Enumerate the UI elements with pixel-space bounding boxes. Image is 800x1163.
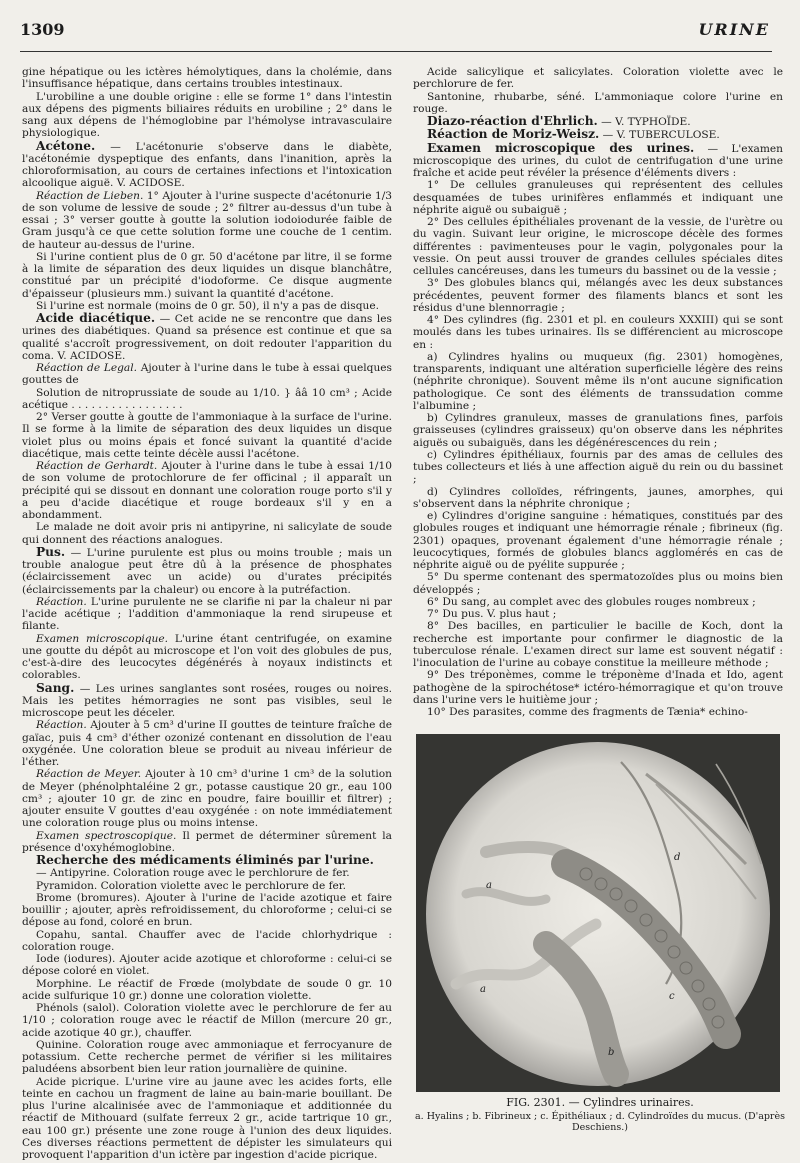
left-paragraph [22, 140, 392, 190]
paragraph-text: 1° Ajouter à l'urine suspecte d'acétonurie 1/3 de son volume de lessive de soude ; 2° filtrer au-dessus d'un tube à essai ; 3° verser goutte à goutte la solution iodoiodurée faible de Gram jusqu'à ce que cette solution forme une couche de 1 centim. de hauteur au-dessus de l'urine. [22, 189, 393, 251]
left-paragraph [22, 830, 392, 855]
left-paragraph [22, 190, 392, 251]
paragraph-text: 2° Verser goutte à goutte de l'ammoniaque à la surface de l'urine. Il se forme à la limite de séparation des deux liquides un disque violet plus ou moins épais et foncé suivant la quantité d'acide diacétique, mais cette teinte décèle aussi l'acétone. [22, 411, 392, 460]
paragraph-text: e) Cylindres d'origine sanguine : hématiques, constitués par des globules rouges et indiquant une hémorragie rénale ; fibrineux (fig. 2301) opaques, provenant également d'une hémorragie rénale ; leucocytiques, formés de globules blancs agglomérés en cas de néphrite aiguë ou de pyélite suppurée ; [413, 510, 783, 571]
left-paragraph [22, 719, 392, 768]
paragraph-text: 9° Des tréponèmes, comme le tréponème d'Inada et Ido, agent pathogène de la spirochétose* ictéro-hémorragique et qu'on trouve dans l'urine vers le huitième jour ; [413, 669, 783, 706]
left-paragraph [22, 91, 392, 140]
paragraph-text: Ajouter à l'urine dans le tube à essai quelques gouttes de [22, 362, 392, 387]
right-paragraph [413, 91, 783, 116]
paragraph-text: L'urine purulente ne se clarifie ni par la chaleur ni par l'acide acétique ; l'addition d'ammoniaque la rend sirupeuse et filante. [22, 595, 392, 633]
paragraph-text: — Cet acide ne se rencontre que dans les urines des diabétiques. Quand sa présence est continue et que sa qualité s'accroît progressivement, on doit redouter l'apparition du coma. V. ACIDOSE. [22, 313, 392, 362]
right-paragraph [413, 216, 783, 277]
left-paragraph [22, 362, 392, 387]
left-paragraph [22, 978, 392, 1003]
right-paragraph [413, 142, 783, 180]
left-paragraph [22, 867, 392, 879]
right-paragraph [413, 314, 783, 351]
paragraph-text: Le malade ne doit avoir pris ni antipyrine, ni salicylate de soude qui donnent des réactions analogues. [22, 521, 392, 546]
subheading: Réaction. [36, 595, 87, 608]
section-heading: Recherche des médicaments éliminés par l'urine. [36, 853, 374, 867]
left-paragraph [22, 880, 392, 892]
right-column [413, 66, 783, 716]
section-heading: Diazo-réaction d'Ehrlich. [427, 114, 598, 128]
paragraph-text: c) Cylindres épithéliaux, fournis par des amas de cellules des tubes collecteurs et liés à une affection aiguë du rein ou du bassinet ; [413, 448, 783, 486]
label-d: d [674, 852, 681, 863]
subheading: Réaction. [36, 719, 87, 732]
right-paragraph [413, 449, 783, 486]
right-paragraph [413, 277, 783, 314]
left-paragraph [22, 768, 392, 829]
header-rule [20, 51, 772, 52]
paragraph-text: — L'urine purulente est plus ou moins trouble ; mais un trouble analogue peut être dû à la présence de phosphates (éclaircissement avec un acide) ou d'urates précipités (éclaircissements par la chaleur) ou encore à la putréfaction. [22, 546, 392, 596]
paragraph-text: 10° Des parasites, comme des fragments de Tænia* echino- [427, 706, 748, 718]
left-paragraph [22, 892, 392, 929]
right-paragraph [413, 351, 783, 412]
paragraph-text: 1° De cellules granuleuses qui représentent des cellules desquamées de tubes urinifères enflammés et indiquant une néphrite aiguë ou subaiguë ; [413, 179, 783, 216]
subheading: Examen microscopique. [36, 632, 168, 645]
left-paragraph [22, 1076, 392, 1162]
left-paragraph [22, 682, 392, 720]
section-heading: Examen microscopique des urines. [427, 140, 695, 155]
section-heading: Acide diacétique. [36, 311, 156, 325]
paragraph-text: Quinine. Coloration rouge avec ammoniaque et ferrocyanure de potassium. Cette recherche permet de vérifier si les militaires paludéens absorbent bien leur ration journalière de quinine. [22, 1038, 392, 1076]
left-paragraph [22, 411, 392, 460]
left-paragraph [22, 387, 392, 412]
paragraph-text: 5° Du sperme contenant des spermatozoïdes plus ou moins bien développés ; [413, 571, 783, 596]
paragraph-text: Brome (bromures). Ajouter à l'urine de l'acide azotique et faire bouillir ; ajouter, après refroidissement, du chloroforme ; celui-ci se dépose au fond, coloré en brun. [22, 891, 392, 929]
left-paragraph [22, 546, 392, 596]
right-paragraph [413, 669, 783, 706]
left-paragraph [22, 1039, 392, 1076]
right-paragraph [413, 608, 783, 620]
subheading: Réaction de Meyer. [36, 768, 142, 781]
left-column [22, 66, 393, 1161]
left-paragraph [22, 854, 392, 867]
paragraph-text: Pyramidon. Coloration violette avec le perchlorure de fer. [36, 879, 347, 892]
right-paragraph [413, 571, 783, 596]
left-paragraph [22, 1002, 392, 1039]
paragraph-text: d) Cylindres colloïdes, réfringents, jaunes, amorphes, qui s'observent dans la néphrite chronique ; [413, 485, 783, 510]
page-number: 1309 [20, 20, 65, 39]
left-paragraph [22, 312, 392, 362]
label-a-lower: a [480, 984, 486, 995]
figure-caption: FIG. 2301. — Cylindres urinaires. [506, 1096, 694, 1109]
left-paragraph [22, 929, 392, 954]
left-paragraph [22, 66, 392, 91]
right-paragraph [413, 620, 783, 669]
paragraph-text: — L'acétonurie s'observe dans le diabète, l'acétonémie dyspeptique des enfants, dans l'inanition, après la chloroformisation, au cours de certaines infections et l'intoxication alcoolique aiguë. V. ACIDOSE. [22, 140, 392, 190]
subheading: Réaction de Gerhardt. [36, 460, 158, 472]
running-title: URINE [698, 20, 770, 39]
paragraph-text: Santonine, rhubarbe, séné. L'ammoniaque colore l'urine en rouge. [413, 90, 783, 115]
paragraph-text: Copahu, santal. Chauffer avec de l'acide chlorhydrique : coloration rouge. [22, 928, 392, 953]
figure-legend: a. Hyalins ; b. Fibrineux ; c. Épithéliaux ; d. Cylindroïdes du mucus. (D'après Deschiens.) [415, 1111, 785, 1133]
section-heading: Acétone. [36, 138, 96, 153]
section-heading: Réaction de Moriz-Weisz. [427, 127, 600, 142]
right-paragraph [413, 128, 783, 141]
subheading: Examen spectroscopique. [36, 829, 177, 842]
paragraph-text: — Antipyrine. Coloration rouge avec le perchlorure de fer. [36, 867, 350, 880]
page-header [0, 0, 800, 52]
paragraph-text: Phénols (salol). Coloration violette avec le perchlorure de fer au 1/10 ; coloration rouge avec le réactif de Millon (mercure 20 gr., acide azotique 40 gr.), chauffer. [22, 1002, 392, 1039]
paragraph-text: Morphine. Le réactif de Frœde (molybdate de soude 0 gr. 10 acide sulfurique 10 gr.) donne une coloration violette. [22, 977, 392, 1002]
hyaline-cast [486, 847, 566, 854]
left-paragraph [22, 251, 392, 300]
paragraph-text: b) Cylindres granuleux, masses de granulations fines, parfois graisseuses (cylindres graisseux) qu'on observe dans les néphrites aiguës ou subaiguës, dans les dégénérescences du rein ; [413, 412, 783, 449]
left-paragraph [22, 596, 392, 633]
paragraph-text: 2° Des cellules épithéliales provenant de la vessie, de l'urètre ou du vagin. Suivant leur origine, le microscope décèle des formes différentes : pavimenteuses pour le vagin, polygonales pour la vessie. On peut aussi trouver de grandes cellules spéciales dites cellules cancéreuses, dans les tumeurs du bassinet ou de la vessie ; [413, 216, 783, 277]
paragraph-text: 6° Du sang, au complet avec des globules rouges nombreux ; [427, 595, 756, 608]
right-paragraph [413, 66, 783, 91]
figure-2301-micrograph [416, 734, 780, 1092]
paragraph-text: Acide salicylique et salicylates. Coloration violette avec le perchlorure de fer. [413, 66, 783, 91]
label-a-upper: a [486, 880, 492, 891]
paragraph-text: — V. TYPHOÏDE. [597, 116, 691, 128]
left-paragraph [22, 460, 392, 521]
left-paragraph [22, 953, 392, 978]
paragraph-text: Ajouter à 5 cm³ d'urine II gouttes de teinture fraîche de gaïac, puis 4 cm³ d'éther ozonizé contenant en dissolution de l'eau oxygénée. Une coloration bleue se produit au niveau inférieur de l'éther. [22, 719, 392, 768]
right-paragraph [413, 596, 783, 608]
paragraph-text: Il permet de déterminer sûrement la présence d'oxyhémoglobine. [22, 829, 392, 854]
right-paragraph [413, 412, 783, 449]
paragraph-text: — V. TUBERCULOSE. [599, 129, 720, 142]
paragraph-text: gine hépatique ou les ictères hémolytiques, dans la cholémie, dans l'insuffisance hépatique, dans certains troubles intestinaux. [22, 66, 392, 91]
section-heading: Sang. [36, 680, 75, 695]
subheading: Réaction de Legal. [36, 362, 137, 374]
paragraph-text: 8° Des bacilles, en particulier le bacille de Koch, dont la recherche est importante pour confirmer le diagnostic de la tuberculose rénale. L'examen direct sur lame est souvent négatif : l'inoculation de l'urine au cobaye constitue la meilleure méthode ; [413, 620, 783, 669]
micrograph-svg [416, 734, 780, 1092]
right-paragraph [413, 179, 783, 216]
paragraph-text: a) Cylindres hyalins ou muqueux (fig. 2301) homogènes, transparents, indiquant une altération superficielle légère des reins (néphrite chronique). Souvent même ils n'ont aucune signification pathologique. Ce sont des éléments de transsudation comme l'albumine ; [413, 350, 783, 412]
paragraph-text: 3° Des globules blancs qui, mélangés avec les deux substances précédentes, peuvent former des filaments blancs et sont les résidus d'une blennorragie ; [413, 277, 783, 314]
right-paragraph [413, 706, 783, 718]
paragraph-text: 4° Des cylindres (fig. 2301 et pl. en couleurs XXXIII) qui se sont moulés dans les tubes urinaires. Ils se différencient au microscope en : [413, 314, 783, 351]
paragraph-text: — Les urines sanglantes sont rosées, rouges ou noires. Mais les petites hémorragies ne sont pas visibles, seul le microscope peut les déceler. [22, 682, 392, 719]
paragraph-text: L'urine étant centrifugée, on examine une goutte du dépôt au microscope et l'on voit des globules de pus, c'est-à-dire des leucocytes dégénérés à noyaux indistincts et colorables. [22, 632, 393, 682]
paragraph-text: L'urobiline a une double origine : elle se forme 1° dans l'intestin aux dépens des pigments biliaires réduits en urobiline ; 2° dans le sang aux dépens de l'hémoglobine par l'hémolyse intravasculaire physiologique. [22, 90, 392, 140]
paragraph-text: Ajouter à l'urine dans le tube à essai 1/10 de son volume de protochlorure de fer officinal ; il apparaît un précipité qui se dissout en donnant une coloration rouge porto s'il y a peu d'acide diacétique et rouge bordeaux s'il y en a abondamment. [22, 460, 392, 521]
paragraph-text: — L'examen microscopique des urines, du culot de centrifugation d'une urine fraîche et acide peut révéler la présence d'éléments divers : [413, 142, 783, 179]
right-paragraph [413, 115, 783, 128]
paragraph-text: Si l'urine contient plus de 0 gr. 50 d'acétone par litre, il se forme à la limite de séparation des deux liquides un disque blanchâtre, constitué par un précipité d'iodoforme. Ce disque augmente d'épaisseur (plusieurs mm.) suivant la quantité d'acétone. [22, 250, 392, 300]
label-c: c [669, 991, 675, 1002]
paragraph-text: 7° Du pus. V. plus haut ; [427, 608, 557, 620]
left-paragraph [22, 521, 392, 546]
right-paragraph [413, 486, 783, 511]
paragraph-text: Acide picrique. L'urine vire au jaune avec les acides forts, elle teinte en cachou un fragment de laine au bain-marie bouillant. De plus l'urine alcalinisée avec de l'ammoniaque et additionnée du réactif de Mithouard (sulfate ferreux 2 gr., acide tartrique 10 gr., eau 100 gr.) présente une zone rouge à l'union des deux liquides. Ces diverses réactions permettent de dépister les simulateurs qui provoquent l'apparition d'un ictère par ingestion d'acide picrique. [22, 1075, 392, 1161]
paragraph-text: Si l'urine est normale (moins de 0 gr. 50), il n'y a pas de disque. [36, 299, 379, 312]
subheading: Réaction de Lieben. [36, 189, 144, 202]
paragraph-text: Solution de nitroprussiate de soude au 1/10. } ââ 10 cm³ ; Acide acétique . . . . . . . . . . . . . . . . . [22, 386, 392, 411]
section-heading: Pus. [36, 544, 66, 559]
right-paragraph [413, 510, 783, 571]
paragraph-text: Ajouter à 10 cm³ d'urine 1 cm³ de la solution de Meyer (phénolphtaléine 2 gr., potasse caustique 20 gr., eau 100 cm³ ; ajouter 10 gr. de zinc en poudre, faire bouillir et filtrer) ; ajouter ensuite V gouttes d'eau oxygénée : on note immédiatement une coloration rouge plus ou moins intense. [22, 768, 392, 830]
left-paragraph [22, 633, 392, 682]
label-b: b [608, 1047, 615, 1058]
paragraph-text: Iode (iodures). Ajouter acide azotique et chloroforme : celui-ci se dépose coloré en violet. [22, 953, 392, 978]
